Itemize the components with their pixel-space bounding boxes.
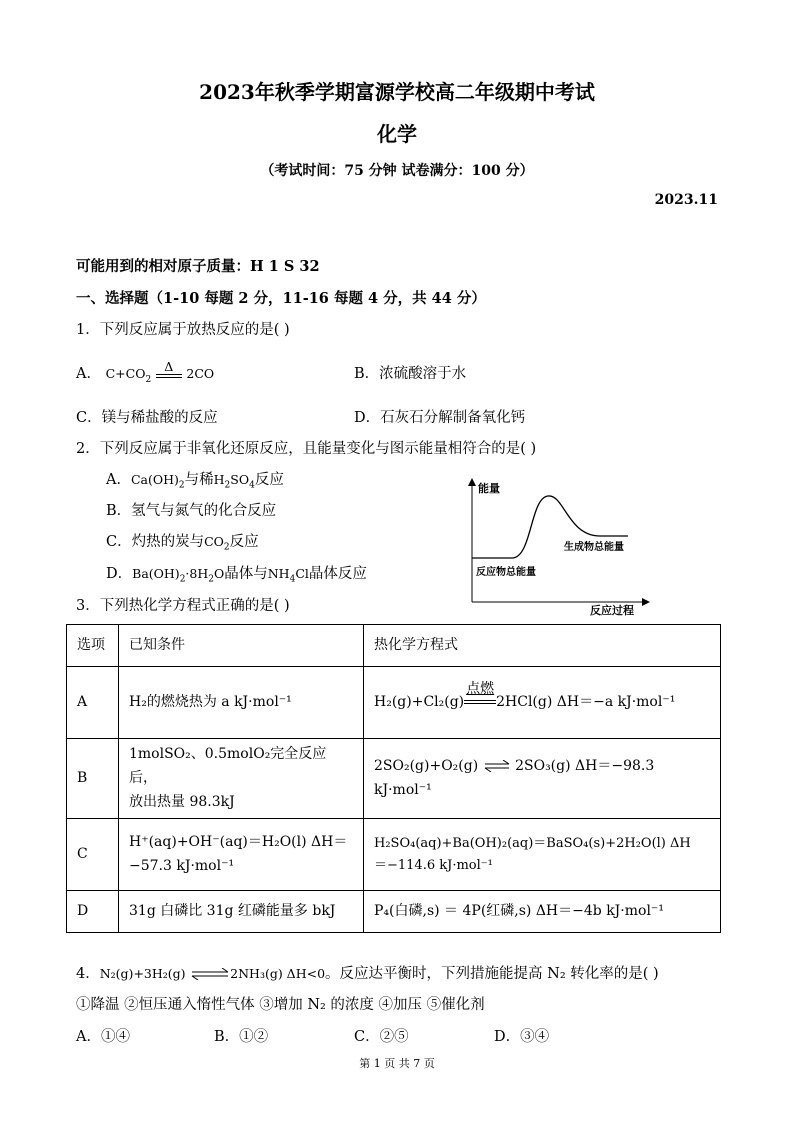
q4-option-d: D．③④ <box>494 1029 550 1045</box>
row-b-eq-right: 2SO₃(g) ΔH＝−98.3 kJ·mol⁻¹ <box>374 757 655 798</box>
q2-d-tail: 晶体反应 <box>308 566 367 582</box>
table-row <box>67 819 721 891</box>
table-row <box>67 667 721 739</box>
table-row <box>67 739 721 819</box>
row-c-cond-line1: H⁺(aq)+OH⁻(aq)＝H₂O(l) ΔH＝ <box>129 834 348 851</box>
q4-stem <box>76 962 659 983</box>
row-b-equation <box>364 739 721 819</box>
q1-a-formula-left: C+CO <box>105 366 146 381</box>
header-equation: 热化学方程式 <box>364 625 721 667</box>
row-b-eq-left: 2SO₂(g)+O₂(g) <box>374 757 479 774</box>
page-footer: 第 1 页 共 7 页 <box>359 1057 435 1070</box>
row-a-eq-left: H₂(g)+Cl₂(g) <box>374 693 465 710</box>
header-condition: 已知条件 <box>119 625 364 667</box>
q2-a-tail: 反应 <box>254 472 284 488</box>
row-a-option: A <box>67 667 119 739</box>
q1-a-label: A． <box>76 366 101 382</box>
row-a-condition: H₂的燃烧热为 a kJ·mol⁻¹ <box>119 667 364 739</box>
q4-number: 4． <box>76 966 100 982</box>
energy-diagram <box>460 478 660 620</box>
q2-a-formula: $Ca(OH)_2$ <box>130 472 185 491</box>
q2-a-acid: $H_2SO_4$ <box>213 472 255 491</box>
x-axis-label: 反应过程 <box>590 605 634 617</box>
row-c-equation <box>364 819 721 891</box>
q4-stem-tail: 。反应达平衡时，下列措施能提高 N₂ 转化率的是( ) <box>325 966 659 982</box>
exam-title: 2023年秋季学期富源学校高二年级期中考试 <box>199 80 595 104</box>
delta-symbol: Δ <box>164 359 174 374</box>
row-c-eq-line2: ＝−114.6 kJ·mol⁻¹ <box>374 857 493 873</box>
equals-double-line <box>156 374 182 378</box>
q2-a-label: A． <box>106 472 131 488</box>
q3-stem: 3．下列热化学方程式正确的是( ) <box>76 598 290 614</box>
q2-d-formula2: $NH_4Cl$ <box>267 566 309 585</box>
q4-option-b: B．①② <box>214 1029 269 1045</box>
reversible-arrow-icon <box>483 760 511 772</box>
ignite-sign <box>464 680 496 704</box>
row-d-condition: 31g 白磷比 31g 红磷能量多 bkJ <box>119 891 364 933</box>
q2-a-text: 与稀 <box>184 472 214 488</box>
section-heading: 一、选择题（1-10 每题 2 分，11-16 每题 4 分，共 44 分） <box>76 290 486 307</box>
q1-a-heat-sign <box>156 359 182 378</box>
q3-table <box>66 624 721 933</box>
q2-d-mid: 晶体与 <box>224 566 268 582</box>
q1-stem: 1．下列反应属于放热反应的是( ) <box>76 322 290 338</box>
q1-a-formula-right: 2CO <box>186 366 215 381</box>
q2-c-tail: 反应 <box>229 534 259 550</box>
q4-option-c: C．②⑤ <box>354 1029 409 1045</box>
row-c-option: C <box>67 819 119 891</box>
header-option: 选项 <box>67 625 119 667</box>
q1-a-formula-sub: 2 <box>145 374 152 385</box>
q2-stem: 2．下列反应属于非氧化还原反应，且能量变化与图示能量相符合的是( ) <box>76 441 537 457</box>
table-row <box>67 891 721 933</box>
subject-title: 化学 <box>377 122 417 146</box>
row-b-cond-line2: 放出热量 98.3kJ <box>129 793 235 810</box>
reversible-arrow-icon <box>190 968 230 980</box>
q1-option-a <box>76 359 215 385</box>
q2-c-formula: $CO_2$ <box>204 534 230 553</box>
row-c-cond-line2: −57.3 kJ·mol⁻¹ <box>129 857 235 874</box>
q1-option-c: C．镁与稀盐酸的反应 <box>76 410 218 426</box>
q2-d-formula1: $Ba(OH)_2\cdot 8H_2O$ <box>132 566 225 585</box>
row-a-eq-right: 2HCl(g) ΔH＝−a kJ·mol⁻¹ <box>496 693 676 710</box>
row-b-cond-line1: 1molSO₂、0.5molO₂完全反应后， <box>129 746 327 786</box>
row-c-condition <box>119 819 364 891</box>
exam-info: （考试时间：75 分钟 试卷满分：100 分） <box>260 163 534 179</box>
q2-option-d <box>106 562 367 585</box>
ignite-label: 点燃 <box>466 680 495 697</box>
y-axis-label: 能量 <box>478 483 500 495</box>
q4-eq-right: 2NH₃(g) ΔH<0 <box>230 966 326 981</box>
q4-eq-left: N₂(g)+3H₂(g) <box>99 966 186 981</box>
row-d-equation: P₄(白磷,s) ＝ 4P(红磷,s) ΔH＝−4b kJ·mol⁻¹ <box>364 891 721 933</box>
q4-option-a: A．①④ <box>76 1029 130 1045</box>
atomic-mass-line: 可能用到的相对原子质量：H 1 S 32 <box>76 258 320 275</box>
row-a-equation <box>364 667 721 739</box>
reactant-energy-label: 反应物总能量 <box>476 567 536 578</box>
q4-options-list: ①降温 ②恒压通入惰性气体 ③增加 N₂ 的浓度 ④加压 ⑤催化剂 <box>76 997 485 1013</box>
product-energy-label: 生成物总能量 <box>564 542 624 553</box>
q2-d-label: D． <box>106 566 133 582</box>
q2-option-c <box>106 530 259 553</box>
row-d-option: D <box>67 891 119 933</box>
q1-option-b: B．浓硫酸溶于水 <box>354 366 467 382</box>
row-b-condition <box>119 739 364 819</box>
q2-option-b: B．氢气与氮气的化合反应 <box>106 503 277 519</box>
q2-c-label: C．灼热的炭与 <box>106 534 205 550</box>
exam-date: 2023.11 <box>654 192 718 208</box>
q2-option-a <box>106 468 284 491</box>
q1-option-d: D．石灰石分解制备氧化钙 <box>354 410 526 426</box>
row-c-eq-line1: H₂SO₄(aq)+Ba(OH)₂(aq)＝BaSO₄(s)+2H₂O(l) ΔH <box>374 835 691 851</box>
table-header-row <box>67 625 721 667</box>
row-b-option: B <box>67 739 119 819</box>
